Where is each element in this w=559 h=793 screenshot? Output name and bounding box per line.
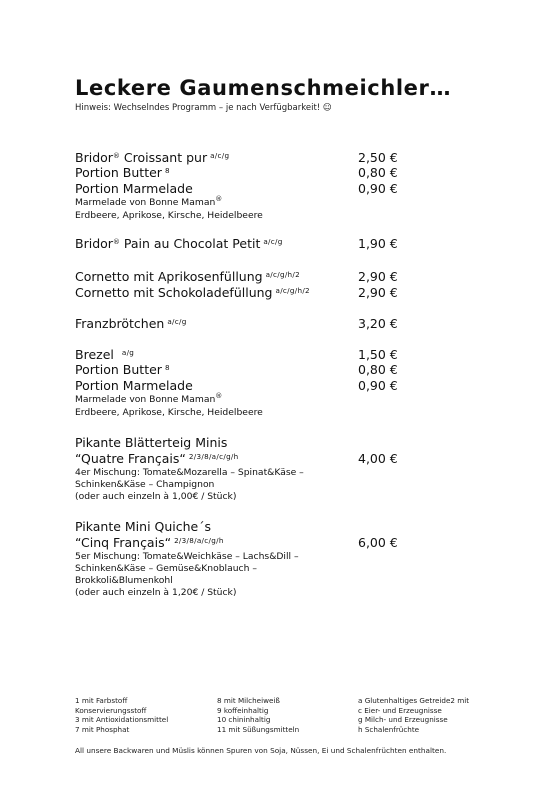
item-name: Portion Marmelade <box>75 378 193 393</box>
allergen-codes: 2/3/8/a/c/g/h <box>188 452 239 461</box>
description-text: Marmelade von Bonne Maman <box>75 197 216 208</box>
footnote-entry: 9 koffeinhaltig <box>217 705 269 715</box>
menu-item-marmelade <box>75 378 193 393</box>
item-name: Cornetto mit Aprikosenfüllung <box>75 269 263 284</box>
footnote-entry: a Glutenhaltiges Getreide2 mit <box>358 696 470 705</box>
menu-item-butter <box>75 362 170 377</box>
menu-item-pain-au-chocolat <box>75 236 283 251</box>
registered-mark: ® <box>112 152 120 160</box>
menu-item-croissant <box>75 150 229 165</box>
allergen-codes: a/c/g/h/2 <box>265 270 301 279</box>
footnote-entry: 8 mit Milcheiweiß <box>217 696 280 705</box>
item-name: Croissant pur <box>119 150 208 165</box>
item-description: Erdbeere, Aprikose, Kirsche, Heidelbeere <box>75 210 263 221</box>
menu-item-franzbroetchen <box>75 316 187 331</box>
item-variant-name <box>75 535 224 550</box>
menu-item-brezel <box>75 347 134 362</box>
footnote-entry: 1 mit Farbstoff <box>75 696 128 705</box>
item-name: Franzbrötchen <box>75 316 165 331</box>
item-price: 0,80 € <box>358 362 398 377</box>
item-description: Schinken&Käse – Champignon <box>75 479 215 490</box>
menu-item-blaetterteig-minis: Pikante Blätterteig Minis <box>75 435 228 450</box>
allergen-codes: 8 <box>164 166 170 175</box>
item-price: 2,90 € <box>358 285 398 300</box>
item-variant-name <box>75 451 239 466</box>
brand-name: Bridor <box>75 150 113 165</box>
item-price: 2,90 € <box>358 269 398 284</box>
footnote-entry: 11 mit Süßungsmitteln <box>217 724 300 734</box>
item-description: Erdbeere, Aprikose, Kirsche, Heidelbeere <box>75 407 263 418</box>
item-name: Brezel <box>75 347 114 362</box>
item-price: 1,90 € <box>358 236 398 251</box>
item-price: 1,50 € <box>358 347 398 362</box>
item-price: 3,20 € <box>358 316 398 331</box>
item-name: Portion Butter <box>75 165 162 180</box>
allergen-codes: a/c/g/h/2 <box>275 286 310 295</box>
item-description: Schinken&Käse – Gemüse&Knoblauch – <box>75 563 257 574</box>
registered-mark: ® <box>215 392 223 400</box>
footnote-column-additives-2 <box>217 696 299 734</box>
item-price: 4,00 € <box>358 451 398 466</box>
footnote-entry: 7 mit Phosphat <box>75 724 130 734</box>
footnote-entry: h Schalenfrüchte <box>358 724 420 734</box>
description-text: Marmelade von Bonne Maman <box>75 394 216 405</box>
item-name: Pain au Chocolat Petit <box>119 236 261 251</box>
item-description <box>75 394 222 406</box>
item-name: “Cinq Français“ <box>75 535 172 550</box>
menu-title: Leckere Gaumenschmeichler… <box>75 76 452 100</box>
footnote-column-allergens <box>358 696 469 734</box>
item-price: 0,80 € <box>358 165 398 180</box>
footnote-entry: Konservierungsstoff <box>75 705 147 715</box>
footnote-column-additives <box>75 696 168 734</box>
registered-mark: ® <box>215 195 223 203</box>
allergen-codes: a/c/g <box>210 151 230 160</box>
allergen-codes: 8 <box>164 363 170 372</box>
menu-item-mini-quiches: Pikante Mini Quiche´s <box>75 519 212 534</box>
item-description: 5er Mischung: Tomate&Weichkäse – Lachs&Dill – <box>75 551 299 562</box>
allergen-codes: a/c/g <box>167 317 187 326</box>
item-name: Portion Marmelade <box>75 181 193 196</box>
brand-name: Bridor <box>75 236 113 251</box>
item-price: 0,90 € <box>358 181 398 196</box>
item-name: Cornetto mit Schokoladefüllung <box>75 285 273 300</box>
registered-mark: ® <box>112 238 120 246</box>
allergen-codes: a/c/g <box>263 237 283 246</box>
item-description: (oder auch einzeln à 1,20€ / Stück) <box>75 587 237 598</box>
item-description: Brokkoli&Blumenkohl <box>75 575 173 586</box>
allergen-codes: a/g <box>121 348 135 357</box>
footnote-entry: 3 mit Antioxidationsmittel <box>75 715 169 725</box>
item-price: 6,00 € <box>358 535 398 550</box>
menu-item-cornetto-chocolate <box>75 285 310 300</box>
item-price: 0,90 € <box>358 378 398 393</box>
availability-hint: Hinweis: Wechselndes Programm – je nach Verfügbarkeit! ☺ <box>75 103 332 113</box>
item-description <box>75 197 222 209</box>
footnote-entry: 10 chininhaltig <box>217 715 271 725</box>
item-name: “Quatre Français“ <box>75 451 186 466</box>
item-price: 2,50 € <box>358 150 398 165</box>
menu-item-cornetto-apricot <box>75 269 300 284</box>
item-name: Portion Butter <box>75 362 162 377</box>
footnote-entry: c Eier- und Erzeugnisse <box>358 705 442 715</box>
footnote-entry: g Milch- und Erzeugnisse <box>358 715 448 725</box>
allergen-trace-note: All unsere Backwaren und Müslis können Spuren von Soja, Nüssen, Ei und Schalenfrüchten enthalten. <box>75 746 447 755</box>
item-description: 4er Mischung: Tomate&Mozarella – Spinat&Käse – <box>75 467 304 478</box>
allergen-codes: 2/3/8/a/c/g/h <box>174 536 224 545</box>
menu-item-marmelade <box>75 181 193 196</box>
item-description: (oder auch einzeln à 1,00€ / Stück) <box>75 491 237 502</box>
menu-item-butter <box>75 165 170 180</box>
